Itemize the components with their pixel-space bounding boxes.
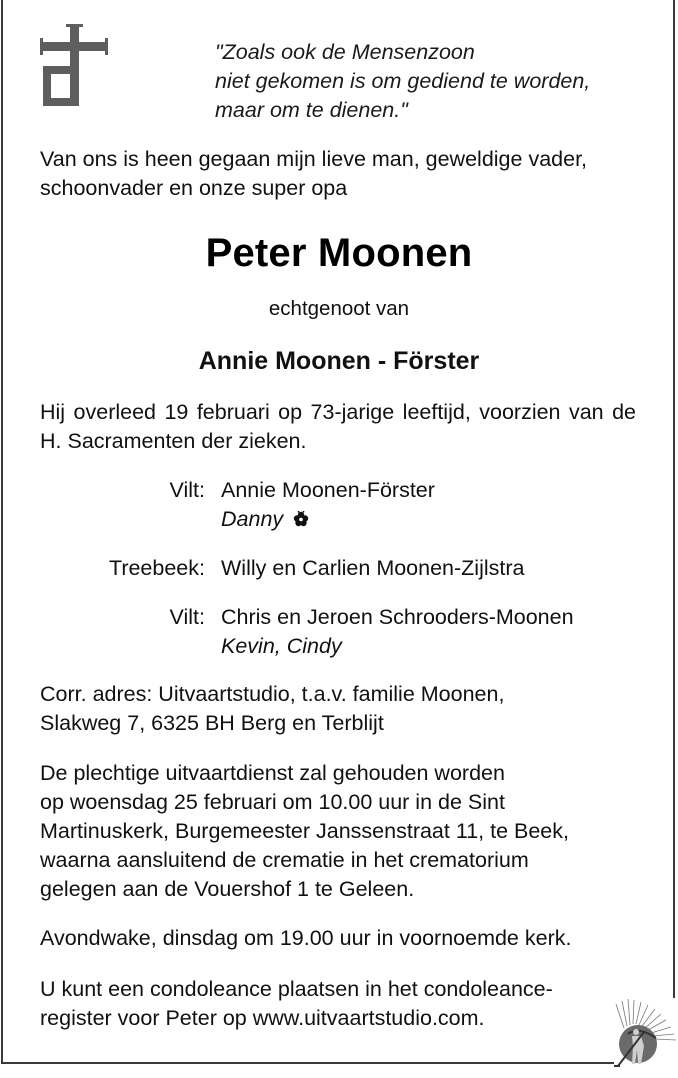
family-place: Vilt: <box>169 605 205 629</box>
condolence-line: register voor Peter op www.uitvaartstudio.com. <box>40 1006 485 1030</box>
death-notice: Hij overleed 19 februari op 73-jarige leeftijd, voorzien van de H. Sacramenten der zieken. <box>40 400 636 453</box>
family-entry <box>0 476 678 534</box>
family-list <box>0 476 678 661</box>
vigil-text: Avondwake, dinsdag om 19.00 uur in voornoemde kerk. <box>40 926 572 950</box>
address-line: Slakweg 7, 6325 BH Berg en Terblijt <box>40 711 384 735</box>
family-names: Willy en Carlien Moonen-Zijlstra <box>221 556 525 580</box>
intro-line: Van ons is heen gegaan mijn lieve man, geweldige vader, <box>40 147 588 171</box>
family-place: Vilt: <box>169 478 205 502</box>
spouse-label: echtgenoot van <box>268 297 410 320</box>
service-line: Martinuskerk, Burgemeester Janssenstraat 11, te Beek, <box>40 819 569 843</box>
family-names: Chris en Jeroen Schrooders-Moonen <box>221 605 574 629</box>
bible-quote <box>215 38 590 125</box>
intro-line: schoonvader en onze super opa <box>40 176 348 200</box>
address-line: Corr. adres: Uitvaartstudio, t.a.v. familie Moonen, <box>40 682 505 706</box>
spouse-name: Annie Moonen - Förster <box>198 347 480 375</box>
family-place: Treebeek: <box>108 556 205 580</box>
condolence-text <box>40 975 553 1033</box>
family-entry <box>0 554 678 583</box>
flower-icon <box>293 511 309 527</box>
service-line: op woensdag 25 februari om 10.00 uur in de Sint <box>40 790 505 814</box>
service-line: waarna aansluitend de crematie in het crematorium <box>40 848 529 872</box>
quote-line: maar om te dienen." <box>215 98 408 122</box>
service-line: De plechtige uitvaartdienst zal gehouden worden <box>40 761 505 785</box>
service-line: gelegen aan de Vouershof 1 te Geleen. <box>40 877 415 901</box>
family-children: Kevin, Cindy <box>221 634 342 658</box>
condolence-line: U kunt een condoleance plaatsen in het condoleance- <box>40 977 553 1001</box>
cross-icon <box>40 24 108 108</box>
quote-line: "Zoals ook de Mensenzoon <box>215 40 475 64</box>
family-names: Annie Moonen-Förster <box>221 478 435 502</box>
uitvaartstudio-logo <box>614 998 678 1068</box>
intro-text <box>40 145 587 203</box>
correspondence-address <box>40 680 504 738</box>
family-children: Danny <box>221 507 284 531</box>
quote-line: niet gekomen is om gediend te worden, <box>215 69 591 93</box>
deceased-name: Peter Moonen <box>205 231 473 275</box>
family-entry <box>0 603 678 661</box>
service-details <box>40 759 569 904</box>
